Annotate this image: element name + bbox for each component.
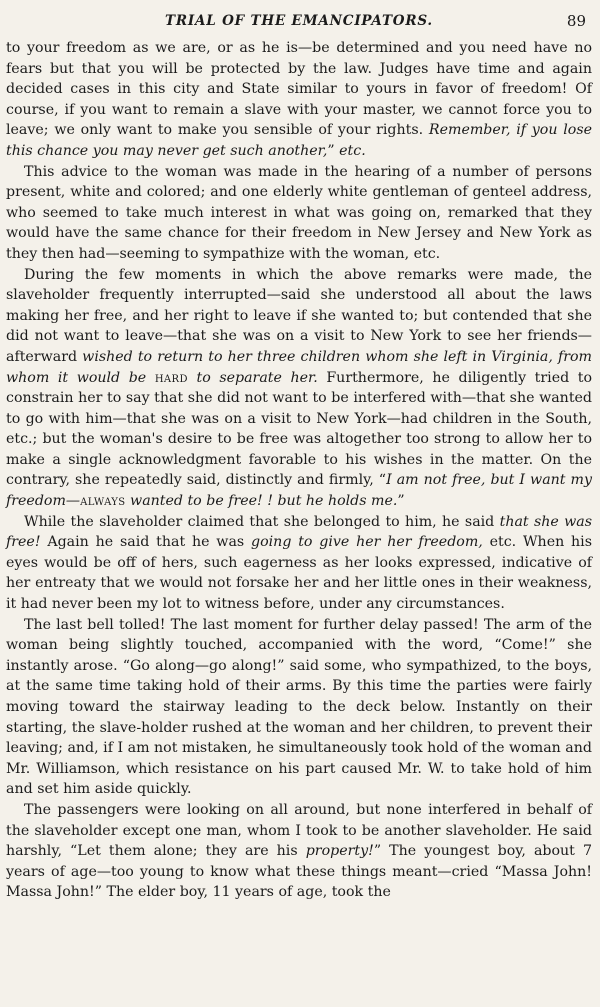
italic-text: to separate her. xyxy=(187,369,318,386)
italic-text: etc. xyxy=(339,142,366,159)
text-run: The last bell tolled! The last moment for further delay passed! The arm of the woman being slightly touched, accompanied with the word, “Come!” she instantly arose. “Go along—go along!” said some, who sympathized, to the boys, at the same time taking hold of their arms. By this time the parties were fairly moving toward the stairway leading to the deck below. Instantly on their starting, the slave-holder rushed at the woman and her children, to prevent their leaving; and, if I am not mistaken, he simultaneously took hold of the woman and Mr. Williamson, which resistance on his part caused Mr. W. to take hold of him and set him aside quickly. xyxy=(6,616,592,798)
text-run: Again he said that he was xyxy=(40,534,252,551)
text-run: to your freedom as we are, or as he is—be determined and you need have no fears but that you will be protected by the law. Judges have time and again decided cases in this city and State similar to yours in favor of freedom! Of course, if you want to remain a slave with your master, we cannot force you to leave; we only want to make you sensible of your rights. xyxy=(6,40,592,139)
italic-text: wanted to be free! ! but he holds me. xyxy=(125,493,398,510)
text-run: ” The youngest boy, about 7 years of age—too young to know what these things meant—cried “Massa John! Massa John!” The elder boy, 11 years of age, took the xyxy=(6,843,592,901)
italic-text: that she was free! xyxy=(6,513,593,551)
text-run: During the few moments in which the above remarks were made, the slaveholder frequently interrupted—said she understood all about the laws making her free, and her right to leave if she wanted to; but contended that she did not want to leave—that she was on a visit to New York to see her friends—afterward xyxy=(6,266,592,365)
text-run: While the slaveholder claimed that she belonged to him, he said xyxy=(24,513,500,530)
italic-text: property! xyxy=(305,843,374,860)
text-run: This advice to the woman was made in the hearing of a number of persons present, white and colored; and one elderly white gentleman of genteel address, who seemed to take much interest in what was going on, remarked that they would have the same chance for their freedom in New Jersey and New York as they then had—seeming to sympathize with the woman, etc. xyxy=(6,163,592,262)
text-run: ” xyxy=(327,142,340,159)
paragraph xyxy=(6,265,592,512)
paragraph xyxy=(6,800,592,903)
small-caps-text: hard xyxy=(154,369,188,386)
running-title: TRIAL OF THE EMANCIPATORS. xyxy=(165,13,433,29)
small-caps-text: always xyxy=(80,493,126,510)
page-header xyxy=(6,10,592,32)
text-run: ” xyxy=(397,493,405,510)
paragraph xyxy=(6,615,592,800)
text-run: The passengers were looking on all around, but none interfered in behalf of the slaveholder except one man, whom I took to be another slaveholder. He said harshly, “Let them alone; they are his xyxy=(6,801,592,860)
italic-text: going to give her her freedom, xyxy=(251,534,483,551)
body-text xyxy=(6,38,592,903)
paragraph xyxy=(6,38,592,162)
italic-text: I am not free, but I want my freedom— xyxy=(6,472,592,510)
text-run: Furthermore, he diligently tried to constrain her to say that she did not want to be interfered with—that she wanted to go with him—that she was on a visit to New York—had children in the South, etc.; but the woman's desire to be free was altogether too strong to allow her to make a single acknowledgment favorable to his wishes in the matter. On the contrary, she repeatedly said, distinctly and firmly, “ xyxy=(6,369,593,489)
text-run: etc. When his eyes would be off of hers, such eagerness as her looks expressed, indicative of her entreaty that we would not forsake her and her little ones in their weakness, it had never been my lot to witness before, under any circumstances. xyxy=(6,534,593,613)
italic-text: wished to return to her three children whom she left in Virginia, from whom it would be xyxy=(6,348,592,386)
page-number: 89 xyxy=(566,12,586,30)
paragraph xyxy=(6,512,592,615)
italic-text: Remember, if you lose this chance you may never get such another, xyxy=(6,122,593,159)
paragraph xyxy=(6,162,592,265)
